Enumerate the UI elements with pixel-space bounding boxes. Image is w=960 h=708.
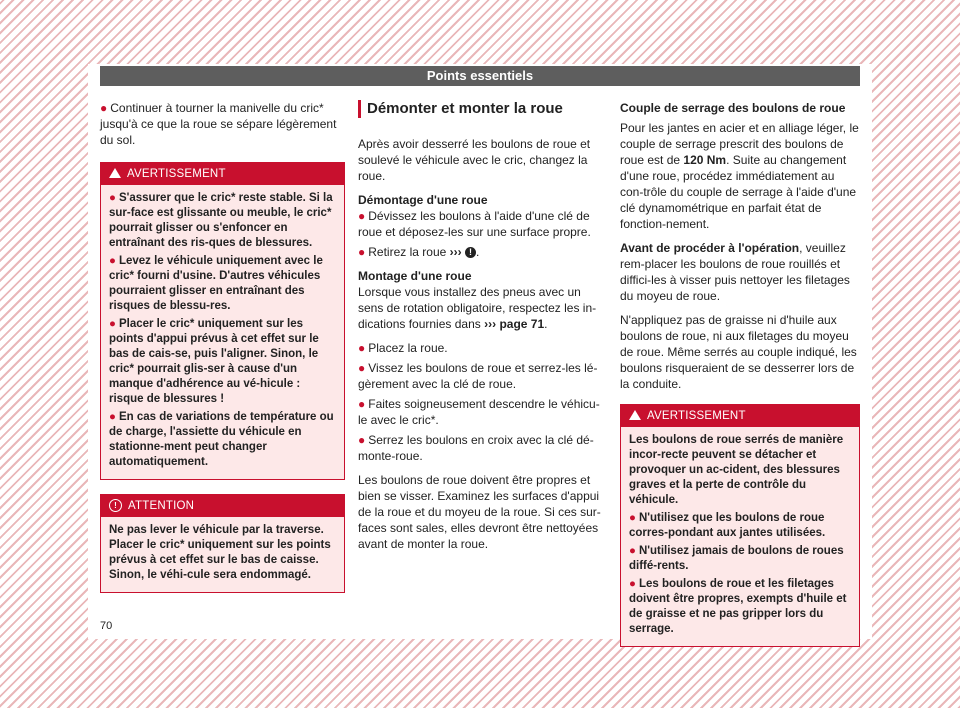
warning-triangle-icon (109, 168, 121, 178)
page-number: 70 (100, 620, 113, 632)
bullet-icon: ● (629, 578, 636, 590)
bullet-icon: ● (629, 512, 636, 524)
bullet-icon: ● (358, 361, 366, 375)
warning-header: AVERTISSEMENT (101, 163, 344, 185)
bullet-icon: ● (109, 192, 116, 204)
warning-item: ● N'utilisez jamais de boulons de roues diffé-rents. (629, 545, 844, 572)
list-item: ● Placez la roue. (358, 341, 448, 355)
warning-box (100, 162, 345, 480)
bullet-icon: ● (109, 318, 116, 330)
bullet-icon: ● (109, 411, 116, 423)
list-item: ● Vissez les boulons de roue et serrez-les lé-gèrement avec la clé de roue. (358, 361, 598, 391)
warning-header: AVERTISSEMENT (621, 405, 859, 427)
bullet-icon: ● (358, 209, 366, 223)
attention-body (101, 517, 344, 592)
attention-text: Ne pas lever le véhicule par la traverse. Placer le cric* uniquement sur les points prévus à cet effet sur le bas de caisse. Sinon, le véhi-cule sera endommagé. (109, 524, 331, 581)
warning-item: ● S'assurer que le cric* reste stable. Si la sur-face est glissante ou meuble, le cric* pourrait glisser ou s'enfoncer en entraînant des ris-ques de blessures. (109, 192, 333, 249)
list-item: ● Dévissez les boulons à l'aide d'une clé de roue et déposez-les sur une surface propre. (358, 209, 591, 239)
warning-item: ● Placer le cric* uniquement sur les points d'appui prévus à cet effet sur le bas de cais-se, puis l'aligner. Sinon, le cric* pourrait glis-ser à cause d'un manque d'adhérence au vé-hicule : risque de blessures ! (109, 318, 319, 405)
column-left (100, 100, 345, 593)
warning-intro: Les boulons de roue serrés de manière incor-recte peuvent se détacher et provoquer un ac-cident, des blessures graves et la perte de contrôle du véhicule. (629, 434, 844, 506)
list-item: ● Faites soigneusement descendre le véhicu-le avec le cric*. (358, 397, 600, 427)
warning-item: ● En cas de variations de température ou de charge, l'assiette du véhicule en stationne-ment peut changer automatiquement. (109, 411, 334, 468)
bullet-icon: ● (358, 245, 366, 259)
page-header: Points essentiels (100, 66, 860, 86)
bullet-icon: ● (358, 433, 366, 447)
attention-header: ! ATTENTION (101, 495, 344, 517)
page-reference-link[interactable]: page 71 (499, 317, 545, 331)
warning-item: ● Les boulons de roue et les filetages doivent être propres, exempts d'huile et de graisse et ne pas gripper lors du serrage. (629, 578, 847, 635)
outro-paragraph: Les boulons de roue doivent être propres et bien se visser. Examinez les surfaces d'appui de la roue et du moyeu de la roue. Si ces sur-faces sont sales, elles devront être nettoyées avant de monter la roue. (358, 473, 601, 551)
bullet-icon: ● (109, 255, 116, 267)
warning-body (621, 427, 859, 646)
warning-ref-icon[interactable]: ! (465, 247, 476, 258)
couple-heading: Couple de serrage des boulons de roue (620, 101, 846, 115)
warning-item: ● N'utilisez que les boulons de roue corres-pondant aux jantes utilisées. (629, 512, 826, 539)
arrow-ref-icon: ››› (484, 317, 497, 331)
warning-item: ● Levez le véhicule uniquement avec le cric* fourni d'usine. D'autres véhicules pourraient glisser en entraînant des risques de blessu-res. (109, 255, 323, 312)
bullet-icon: ● (358, 341, 366, 355)
list-item: ● Retirez la roue ››› ! . (358, 245, 480, 259)
graisse-paragraph: N'appliquez pas de graisse ni d'huile aux boulons de roue, ni aux filetages du moyeu de roue. Même serrés au couple indiqué, les boulons risqueraient de se desserrer lors de la conduite. (620, 313, 857, 391)
column-middle (358, 100, 606, 560)
warning-body (101, 185, 344, 479)
montage-paragraph: Lorsque vous installez des pneus avec un sens de rotation obligatoire, respectez les in-dications fournies dans ››› page 71. (358, 285, 597, 331)
montage-heading: Montage d'une roue (358, 269, 472, 283)
couple-paragraph: Pour les jantes en acier et en alliage léger, le couple de serrage prescrit des boulons de roue est de 120 Nm. Suite au changement d'une roue, procédez immédiatement au con-trôle du couple de serrage à l'aide d'une clé dynamométrique en parfait état de fonction-nement. (620, 121, 859, 231)
avant-paragraph: Avant de procéder à l'opération, veuillez rem-placer les boulons de roue rouillés et diffici-les à visser puis nettoyer les filetages du moyeu de roue. (620, 241, 850, 303)
column-right (620, 100, 860, 647)
bullet-icon: ● (100, 101, 108, 115)
section-title: Démonter et monter la roue (358, 100, 606, 118)
arrow-ref-icon: ››› (449, 245, 462, 259)
bullet-icon: ● (358, 397, 366, 411)
list-item: ● Serrez les boulons en croix avec la clé dé-monte-roue. (358, 433, 594, 463)
intro-paragraph: Après avoir desserré les boulons de roue et soulevé le véhicule avec le cric, changez la roue. (358, 137, 591, 183)
attention-box (100, 494, 345, 593)
intro-bullet: ● Continuer à tourner la manivelle du cric* jusqu'à ce que la roue se sépare légèrement du sol. (100, 101, 337, 147)
attention-circle-icon: ! (109, 499, 122, 512)
bullet-icon: ● (629, 545, 636, 557)
warning-triangle-icon (629, 410, 641, 420)
warning-box (620, 404, 860, 647)
demontage-heading: Démontage d'une roue (358, 193, 488, 207)
